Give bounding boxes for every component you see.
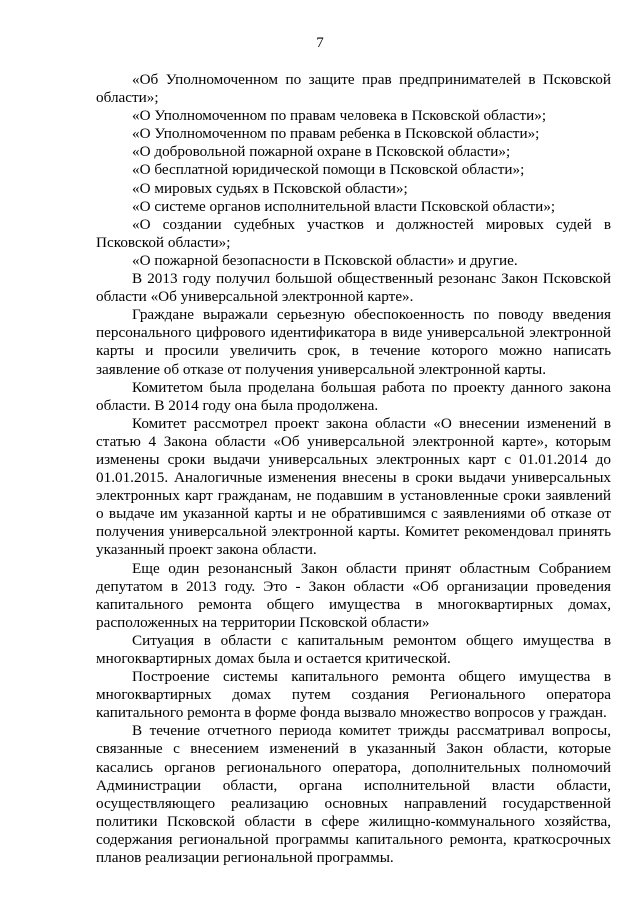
paragraph: Комитетом была проделана большая работа по проекту данного закона области. В 2014 году она была продолжена. — [96, 378, 611, 414]
paragraph: «О системе органов исполнительной власти Псковской области»; — [132, 197, 556, 215]
paragraph: Еще один резонансный Закон области принят областным Собранием депутатом в 2013 году. Это - Закон области «Об организации проведения капитального ремонта общего имущества в многоквартирных домах, расположенных на территории Псковской области» — [96, 559, 611, 631]
paragraph: Ситуация в области с капитальным ремонтом общего имущества в многоквартирных домах была и остается критической. — [96, 631, 611, 667]
paragraph: «О пожарной безопасности в Псковской области» и другие. — [132, 251, 518, 269]
page-number: 7 — [316, 35, 324, 51]
paragraph: Построение системы капитального ремонта общего имущества в многоквартирных домах путем создания Регионального оператора капитального ремонта в форме фонда вызвало множество вопросов у граждан. — [96, 668, 611, 722]
paragraph: «Об Уполномоченном по защите прав предпринимателей в Псковской области»; — [96, 71, 611, 107]
paragraph: «О бесплатной юридической помощи в Псковской области»; — [132, 161, 525, 179]
paragraph: «О Уполномоченном по правам человека в Псковской области»; — [132, 107, 547, 125]
document-body — [96, 71, 611, 867]
paragraph: «О Уполномоченном по правам ребенка в Псковской области»; — [132, 125, 540, 143]
paragraph: В 2013 году получил большой общественный резонанс Закон Псковской области «Об универсальной электронной карте». — [96, 270, 611, 306]
paragraph: Граждане выражали серьезную обеспокоенность по поводу введения персонального цифрового идентификатора в виде универсальной электронной карты и просили увеличить срок, в течение которого можно написать заявление об отказе от получения универсальной электронной карты. — [96, 306, 611, 378]
paragraph: «О мировых судьях в Псковской области»; — [132, 179, 408, 197]
paragraph: В течение отчетного периода комитет трижды рассматривал вопросы, связанные с внесением изменений в указанный Закон области, которые касались органов регионального оператора, дополнительных полномочий Администрации области, органа исполнительной власти области, осуществляющего реализацию основных направлений государственной политики Псковской области в сфере жилищно-коммунального хозяйства, содержания региональной программы капитального ремонта, краткосрочных планов реализации региональной программы. — [96, 722, 611, 867]
paragraph: Комитет рассмотрел проект закона области «О внесении изменений в статью 4 Закона области «Об универсальной электронной карте», которым изменены сроки выдачи универсальных электронных карт с 01.01.2014 до 01.01.2015. Аналогичные изменения внесены в сроки выдачи универсальных электронных карт гражданам, не подавшим в установленные сроки заявлений о выдаче им указанной карты и не обратившимся с заявлениями об отказе от получения универсальной электронной карты. Комитет рекомендовал принять указанный проект закона области. — [96, 414, 611, 559]
paragraph: «О создании судебных участков и должностей мировых судей в Псковской области»; — [96, 215, 611, 251]
paragraph: «О добровольной пожарной охране в Псковской области»; — [132, 143, 511, 161]
